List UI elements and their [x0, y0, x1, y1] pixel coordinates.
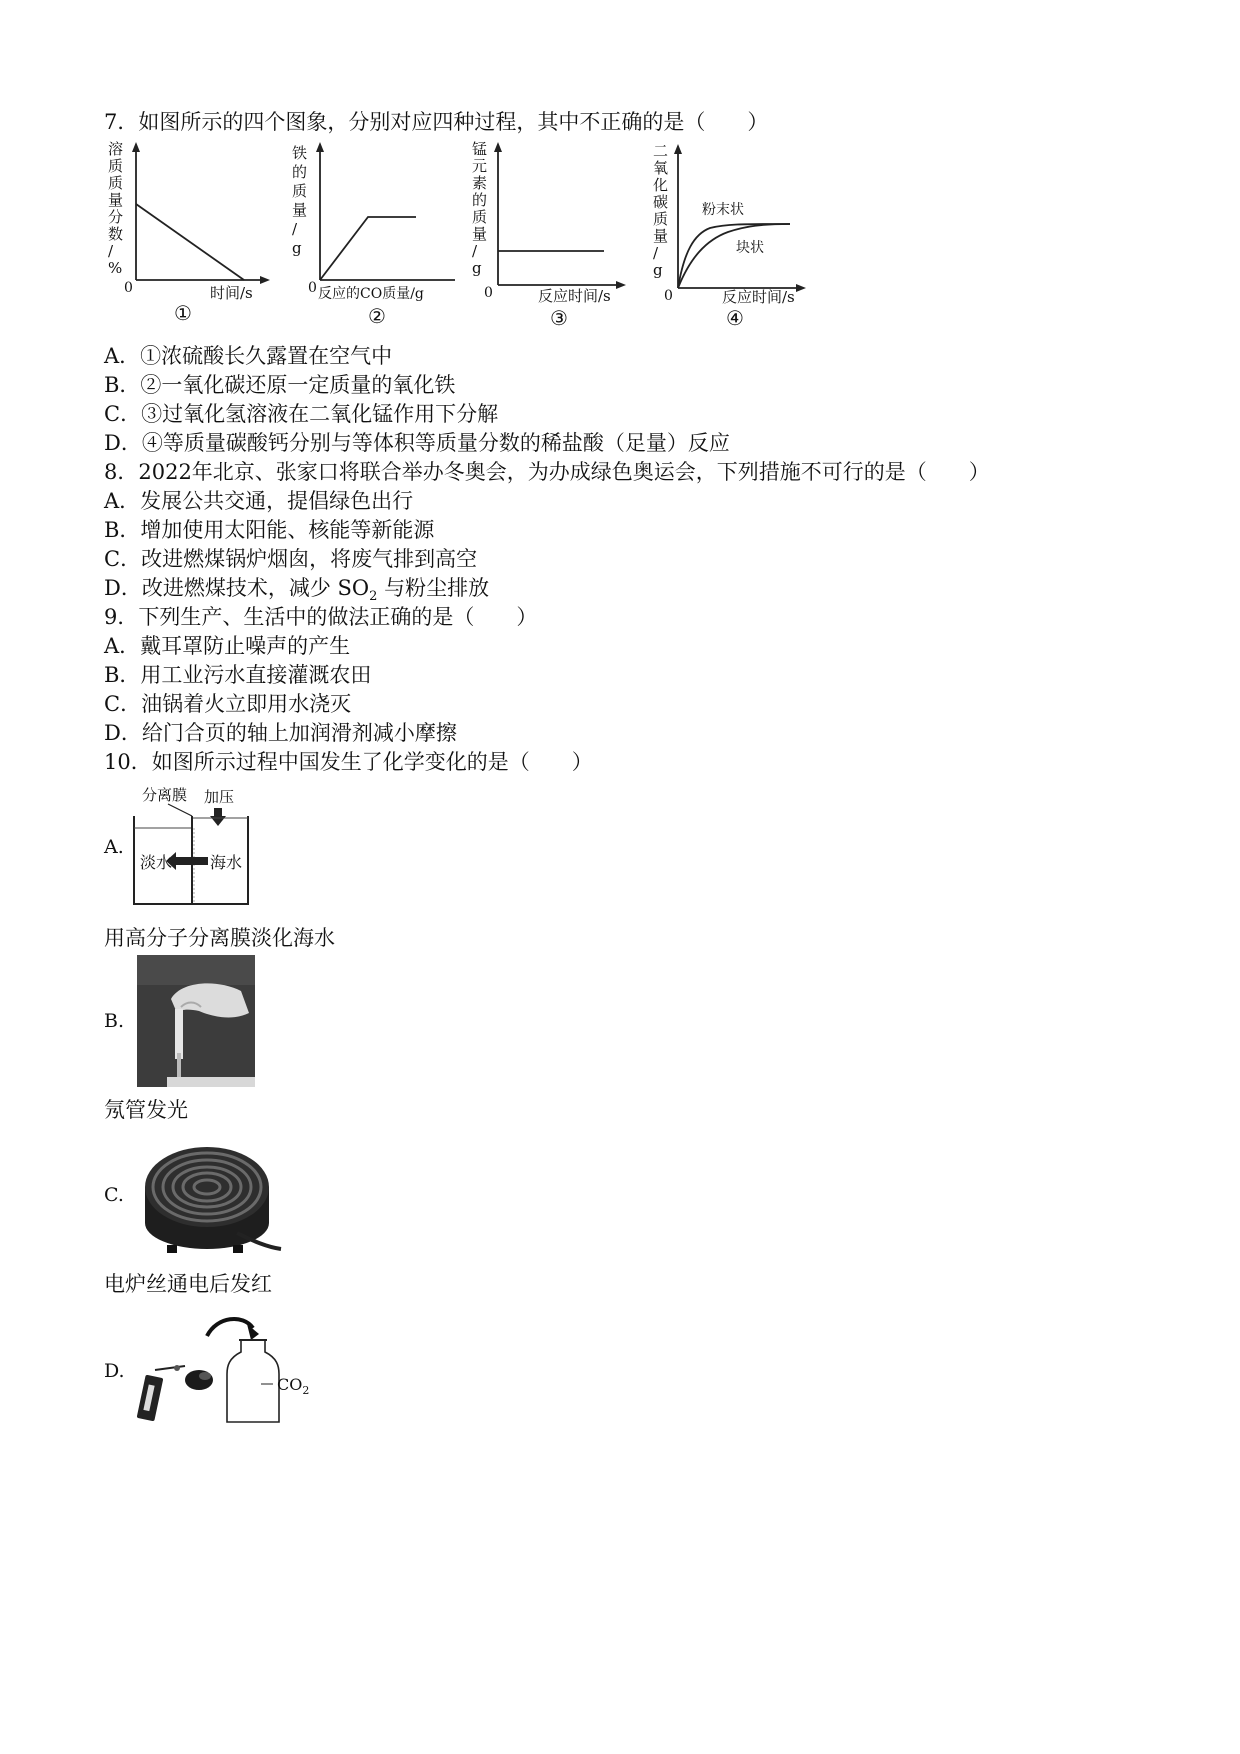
sea-water-label: 海水: [210, 853, 243, 872]
q8-option-d-text: D．改进燃煤技术，减少 SO: [104, 576, 370, 600]
membrane-label: 分离膜: [142, 786, 188, 804]
x-axis-arrow: [260, 276, 270, 284]
q9-option-d: D．给门合页的轴上加润滑剂减小摩擦: [104, 721, 457, 745]
q10-stem: 10．如图所示过程中国发生了化学变化的是（ ）: [104, 750, 593, 774]
socket-shape: [167, 1077, 255, 1087]
neon-tester-photo: [137, 955, 255, 1087]
y-axis-label-char: 量: [653, 227, 669, 245]
q7-graph-1: [104, 140, 274, 340]
q7-graph-3: [470, 140, 640, 340]
y-axis-label-char: 分: [108, 208, 124, 226]
curve-block-label: 块状: [736, 240, 764, 256]
graph-4-ylabel: [653, 142, 668, 279]
origin-label: 0: [664, 288, 673, 304]
y-axis-arrow: [132, 142, 140, 152]
y-axis-label-char: g: [292, 239, 302, 257]
y-axis-label-char: 数: [108, 225, 124, 243]
x-axis-label: 时间/s: [210, 284, 253, 302]
tester-pen-shape: [175, 1009, 183, 1059]
q7-graph-4: [650, 140, 810, 340]
co2-label: $CO_2$: [277, 1375, 310, 1397]
curved-arrow: [207, 1319, 253, 1336]
q7-option-b: B．②一氧化碳还原一定质量的氧化铁: [104, 373, 456, 397]
q10-c-caption: 电炉丝通电后发红: [104, 1272, 272, 1296]
y-axis-label-char: /: [472, 242, 478, 260]
q9-option-b: B．用工业污水直接灌溉农田: [104, 663, 372, 687]
y-axis-arrow: [674, 144, 682, 154]
pointer-line: [168, 804, 192, 816]
graph-2-ylabel: [292, 144, 307, 257]
x-axis-label: 反应的CO质量/g: [318, 286, 424, 302]
graph-number: ①: [174, 301, 192, 325]
y-axis-label-char: /: [653, 244, 659, 262]
q8-option-d-text-end: 与粉尘排放: [377, 576, 490, 600]
q9-option-a: A．戴耳罩防止噪声的产生: [104, 634, 351, 658]
graph-number: ④: [726, 306, 744, 330]
curve-line: [136, 204, 244, 280]
q10-b-letter: B.: [104, 1010, 125, 1032]
q8-option-b: B．增加使用太阳能、核能等新能源: [104, 518, 435, 542]
y-axis-label-char: 质: [108, 174, 124, 192]
membrane-desalination-figure: [128, 782, 254, 910]
origin-label: 0: [484, 285, 493, 301]
q10-a-caption: 用高分子分离膜淡化海水: [104, 926, 335, 950]
y-axis-label-char: 量: [292, 201, 308, 219]
y-axis-label-char: 元: [472, 157, 488, 175]
y-axis-label-char: %: [108, 259, 123, 277]
x-axis-label: 反应时间/s: [722, 288, 795, 306]
graph-3-ylabel: [472, 140, 487, 277]
q10-b-caption: 氖管发光: [104, 1098, 188, 1122]
q7-option-a: A．①浓硫酸长久露置在空气中: [104, 344, 393, 368]
y-axis-label-char: 质: [108, 157, 124, 175]
y-axis-label-char: 的: [292, 163, 308, 181]
origin-label: 0: [308, 280, 317, 296]
y-axis-arrow: [494, 142, 502, 152]
y-axis-label-char: /: [292, 220, 298, 238]
y-axis-label-char: /: [108, 242, 114, 260]
graph-1-ylabel: [108, 140, 123, 277]
q10-c-letter: C.: [104, 1184, 124, 1206]
q7-stem: 7．如图所示的四个图象，分别对应四种过程，其中不正确的是（ ）: [104, 110, 769, 134]
left-arrow-icon: [176, 857, 208, 865]
q7-option-c: C．③过氧化氢溶液在二氧化锰作用下分解: [104, 402, 499, 426]
y-axis-label-char: 量: [108, 191, 124, 209]
y-axis-label-char: 质: [653, 210, 669, 228]
y-axis-label-char: 氧: [653, 159, 669, 177]
y-axis-arrow: [316, 142, 324, 152]
q10-d-letter: D.: [104, 1360, 125, 1382]
y-axis-label-char: 锰: [472, 140, 488, 158]
graph-number: ③: [550, 306, 568, 330]
y-axis-label-char: 量: [472, 225, 488, 243]
co2-bottle-figure: [135, 1310, 315, 1432]
q9-stem: 9．下列生产、生活中的做法正确的是（ ）: [104, 605, 538, 629]
x-axis-label: 反应时间/s: [538, 287, 611, 305]
q7-option-d: D．④等质量碳酸钙分别与等体积等质量分数的稀盐酸（足量）反应: [104, 431, 730, 455]
y-axis-label-char: 碳: [653, 193, 669, 211]
graph-number: ②: [368, 304, 386, 328]
y-axis-label-char: 溶: [108, 140, 124, 158]
y-axis-label-char: 素: [472, 174, 488, 192]
q10-a-letter: A.: [104, 836, 124, 858]
q9-option-c: C．油锅着火立即用水浇灭: [104, 692, 352, 716]
y-axis-label-char: 质: [292, 182, 308, 200]
q8-option-c: C．改进燃煤锅炉烟囱，将废气排到高空: [104, 547, 478, 571]
y-axis-label-char: 铁: [292, 144, 308, 162]
electric-stove-photo: [137, 1133, 282, 1257]
curve-line: [320, 217, 416, 280]
q7-graph-2: [290, 140, 460, 340]
origin-label: 0: [124, 280, 133, 296]
y-axis-label-char: 二: [653, 142, 669, 160]
pressure-label: 加压: [204, 788, 235, 806]
y-axis-label-char: g: [653, 261, 663, 279]
curve-powder-label: 粉末状: [702, 202, 744, 218]
x-axis-arrow: [616, 281, 626, 289]
x-axis-arrow: [796, 284, 806, 292]
q8-option-a: A．发展公共交通，提倡绿色出行: [104, 489, 414, 513]
y-axis-label-char: 的: [472, 191, 488, 209]
curve-block: [678, 224, 790, 288]
subscript: 2: [369, 589, 378, 604]
y-axis-label-char: 化: [653, 176, 669, 194]
q8-stem: 8．2022年北京、张家口将联合举办冬奥会，为办成绿色奥运会，下列措施不可行的是（ ）: [104, 460, 990, 484]
fresh-water-label: 淡水: [140, 853, 173, 872]
gas-bottle: [227, 1340, 279, 1422]
y-axis-label-char: g: [472, 259, 482, 277]
y-axis-label-char: 质: [472, 208, 488, 226]
